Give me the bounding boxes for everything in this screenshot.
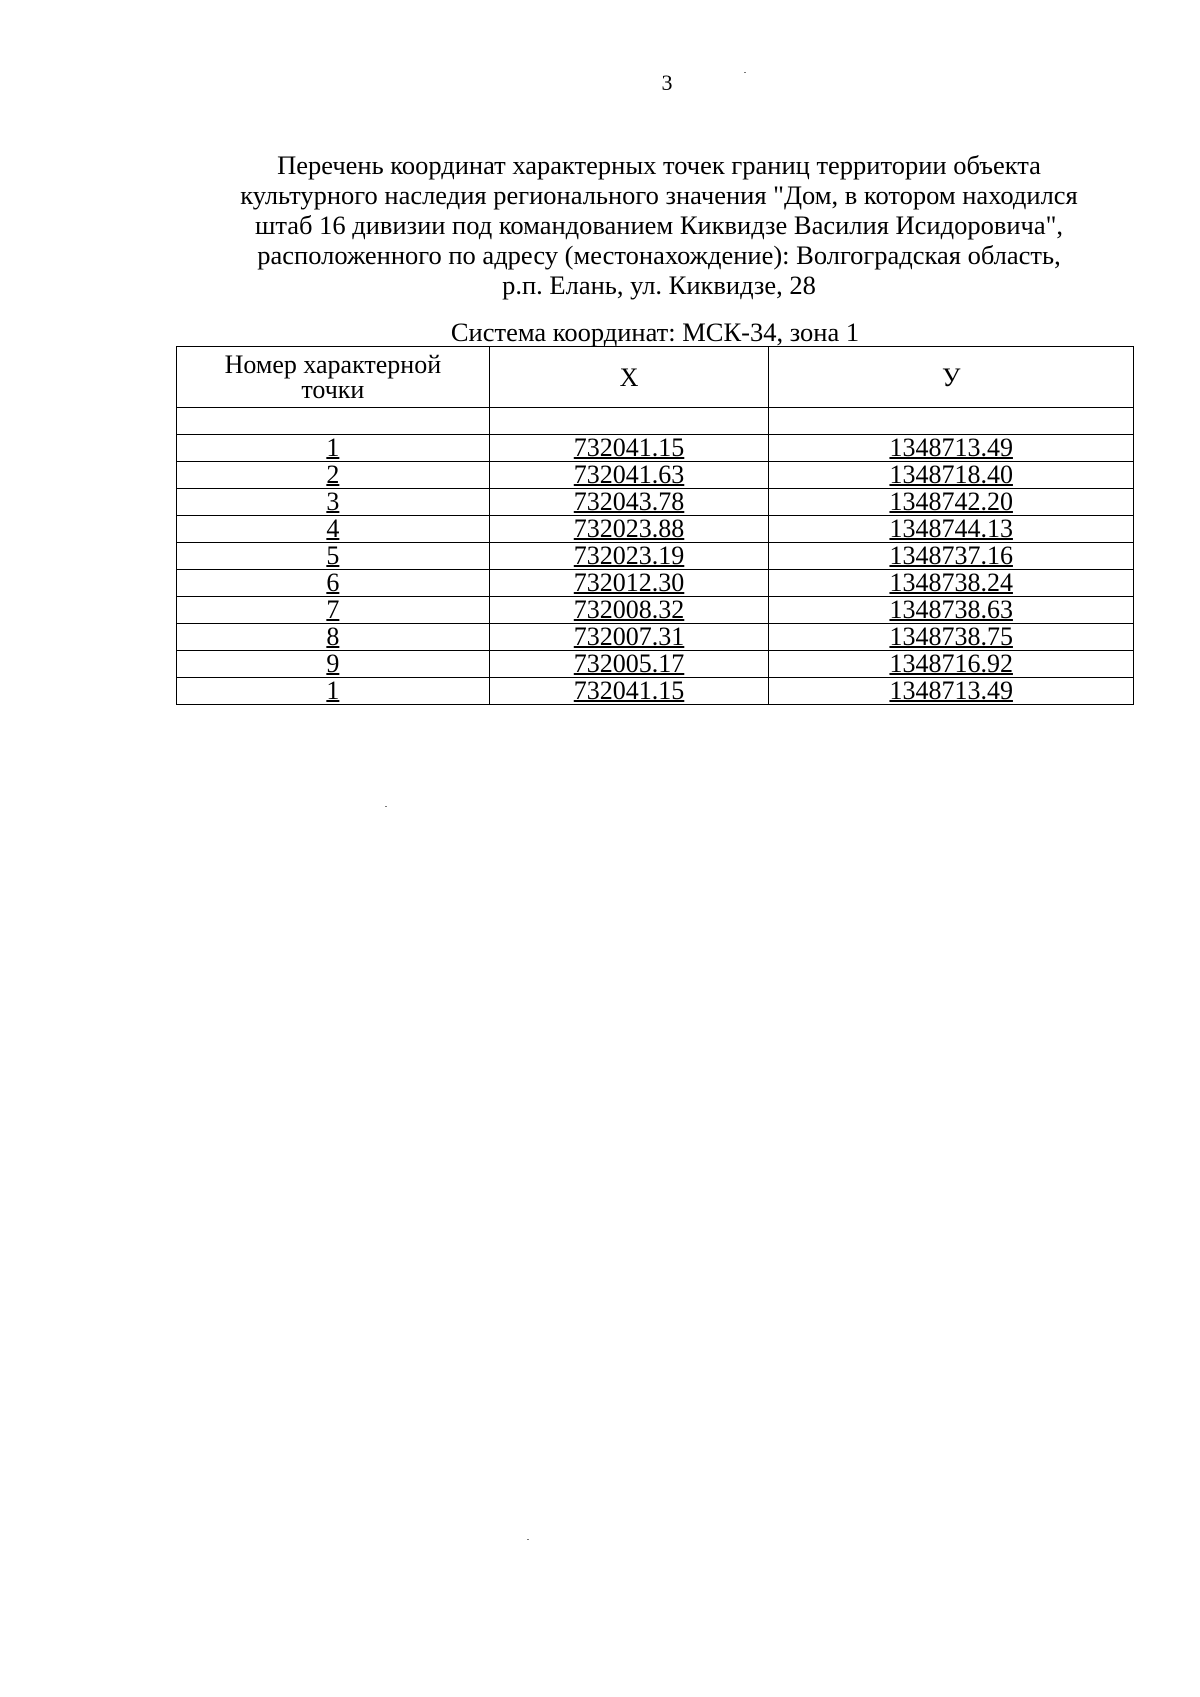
table-row <box>177 651 1134 678</box>
cell-y: 1348738.24 <box>769 570 1134 597</box>
cell-point: 6 <box>177 570 490 597</box>
title-line-5: р.п. Елань, ул. Киквидзе, 28 <box>502 270 816 300</box>
page-number-container <box>0 70 1200 96</box>
table-row <box>177 435 1134 462</box>
cell-point: 5 <box>177 543 490 570</box>
header-separator-cell <box>489 408 769 435</box>
cell-x: 732041.15 <box>489 435 769 462</box>
cell-point: 7 <box>177 597 490 624</box>
cell-x: 732023.88 <box>489 516 769 543</box>
cell-x: 732043.78 <box>489 489 769 516</box>
cell-y: 1348718.40 <box>769 462 1134 489</box>
table-row <box>177 516 1134 543</box>
scan-speck <box>385 806 387 807</box>
table-row <box>177 462 1134 489</box>
header-y: У <box>769 347 1134 408</box>
page-number: 3 <box>661 70 673 95</box>
header-separator-cell <box>769 408 1134 435</box>
table-row <box>177 624 1134 651</box>
table-row <box>177 489 1134 516</box>
cell-point: 1 <box>177 435 490 462</box>
cell-point: 4 <box>177 516 490 543</box>
cell-y: 1348713.49 <box>769 678 1134 705</box>
coordinates-table <box>176 346 1134 705</box>
title-line-1: Перечень координат характерных точек границ территории объекта <box>277 150 1041 180</box>
cell-x: 732008.32 <box>489 597 769 624</box>
cell-y: 1348738.63 <box>769 597 1134 624</box>
cell-x: 732041.63 <box>489 462 769 489</box>
table-row <box>177 570 1134 597</box>
header-point-line-1: Номер характерной <box>224 350 442 379</box>
cell-point: 3 <box>177 489 490 516</box>
cell-x: 732012.30 <box>489 570 769 597</box>
cell-y: 1348737.16 <box>769 543 1134 570</box>
document-title <box>170 150 1148 300</box>
table-row <box>177 597 1134 624</box>
title-line-3: штаб 16 дивизии под командованием Киквидзе Василия Исидоровича", <box>254 210 1064 240</box>
scan-speck <box>744 72 746 73</box>
cell-y: 1348738.75 <box>769 624 1134 651</box>
cell-y: 1348713.49 <box>769 435 1134 462</box>
cell-y: 1348742.20 <box>769 489 1134 516</box>
header-point-number <box>177 347 490 408</box>
title-line-4: расположенного по адресу (местонахождение): Волгоградская область, <box>257 240 1061 270</box>
header-point-line-2: точки <box>301 375 365 404</box>
cell-point: 1 <box>177 678 490 705</box>
title-line-2: культурного наследия регионального значения "Дом, в котором находился <box>240 180 1078 210</box>
cell-x: 732005.17 <box>489 651 769 678</box>
table-header-row <box>177 347 1134 408</box>
cell-point: 8 <box>177 624 490 651</box>
cell-point: 2 <box>177 462 490 489</box>
cell-x: 732023.19 <box>489 543 769 570</box>
cell-y: 1348744.13 <box>769 516 1134 543</box>
cell-x: 732007.31 <box>489 624 769 651</box>
header-separator-cell <box>177 408 490 435</box>
coordinate-system-caption: Система координат: МСК-34, зона 1 <box>450 317 860 347</box>
cell-point: 9 <box>177 651 490 678</box>
table-row <box>177 678 1134 705</box>
scan-speck <box>527 1539 529 1540</box>
cell-y: 1348716.92 <box>769 651 1134 678</box>
header-x: Х <box>489 347 769 408</box>
table-row <box>177 543 1134 570</box>
cell-x: 732041.15 <box>489 678 769 705</box>
header-separator-row <box>177 408 1134 435</box>
